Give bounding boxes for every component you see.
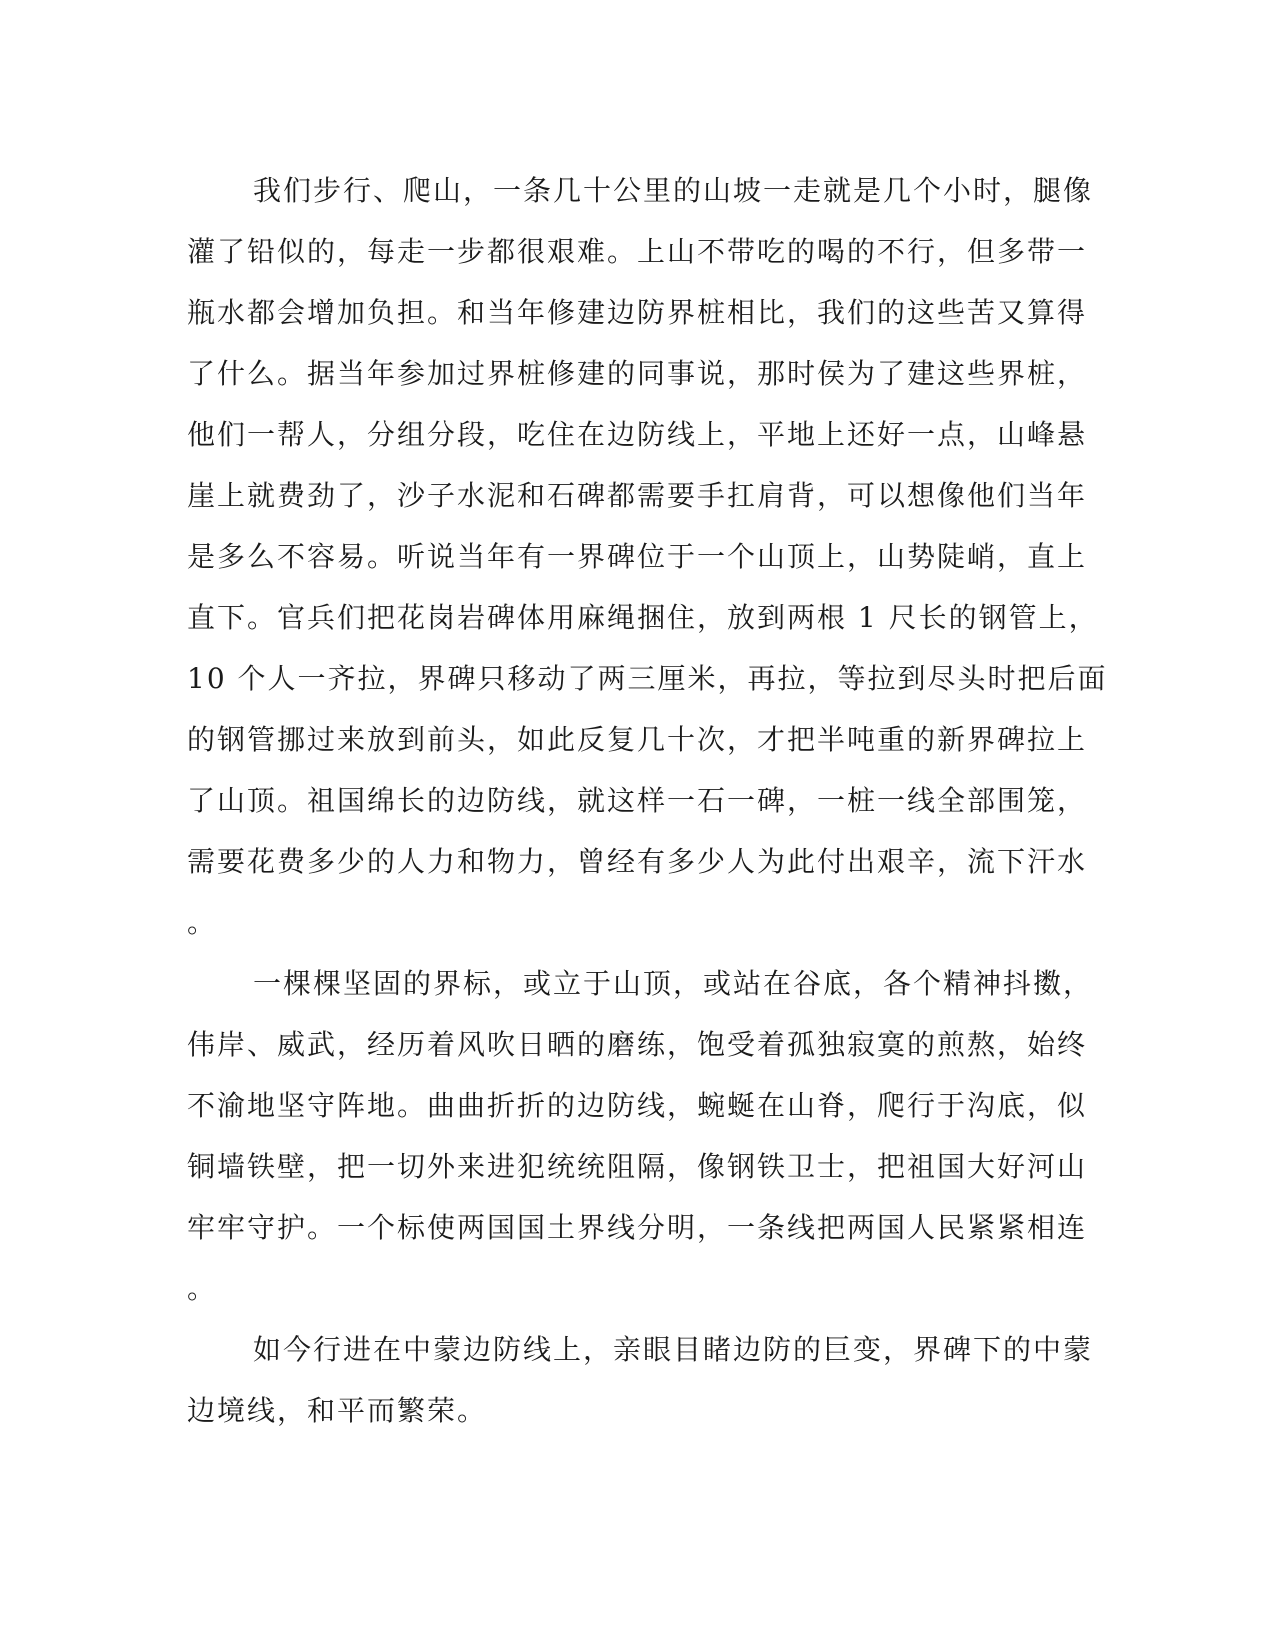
paragraph-line: 是多么不容易。听说当年有一界碑位于一个山顶上，山势陡峭，直上	[187, 540, 1088, 573]
document-body	[187, 160, 1108, 1441]
paragraph-line: 10 个人一齐拉，界碑只移动了两三厘米，再拉，等拉到尽头时把后面	[187, 662, 1108, 695]
paragraph-line: 了山顶。祖国绵长的边防线，就这样一石一碑，一桩一线全部围笼，	[187, 784, 1088, 817]
paragraph-line: 他们一帮人，分组分段，吃住在边防线上，平地上还好一点，山峰悬	[187, 418, 1088, 451]
paragraph-line: 直下。官兵们把花岗岩碑体用麻绳捆住，放到两根 1 尺长的钢管上，	[187, 601, 1099, 634]
paragraph-line: 铜墙铁壁，把一切外来进犯统统阻隔，像钢铁卫士，把祖国大好河山	[187, 1150, 1088, 1183]
paragraph-line: 。	[187, 1272, 218, 1305]
paragraph-line: 牢牢守护。一个标使两国国土界线分明，一条线把两国人民紧紧相连	[187, 1211, 1088, 1244]
paragraph-line: 如今行进在中蒙边防线上，亲眼目睹边防的巨变，界碑下的中蒙	[253, 1333, 1094, 1366]
paragraph-line: 边境线，和平而繁荣。	[187, 1394, 488, 1427]
paragraph-line: 一棵棵坚固的界标，或立于山顶，或站在谷底，各个精神抖擞，	[253, 967, 1094, 1000]
paragraph-line: 伟岸、威武，经历着风吹日晒的磨练，饱受着孤独寂寞的煎熬，始终	[187, 1028, 1088, 1061]
paragraph-line: 了什么。据当年参加过界桩修建的同事说，那时侯为了建这些界桩，	[187, 357, 1088, 390]
paragraph-line: 崖上就费劲了，沙子水泥和石碑都需要手扛肩背，可以想像他们当年	[187, 479, 1088, 512]
paragraph-line: 灌了铅似的，每走一步都很艰难。上山不带吃的喝的不行，但多带一	[187, 235, 1088, 268]
paragraph-line: 我们步行、爬山，一条几十公里的山坡一走就是几个小时，腿像	[253, 174, 1094, 207]
paragraph-line: 需要花费多少的人力和物力，曾经有多少人为此付出艰辛，流下汗水	[187, 845, 1088, 878]
paragraph-line: 。	[187, 906, 218, 939]
paragraph-line: 不渝地坚守阵地。曲曲折折的边防线，蜿蜒在山脊，爬行于沟底，似	[187, 1089, 1088, 1122]
paragraph-line: 瓶水都会增加负担。和当年修建边防界桩相比，我们的这些苦又算得	[187, 296, 1088, 329]
paragraph-line: 的钢管挪过来放到前头，如此反复几十次，才把半吨重的新界碑拉上	[187, 723, 1088, 756]
